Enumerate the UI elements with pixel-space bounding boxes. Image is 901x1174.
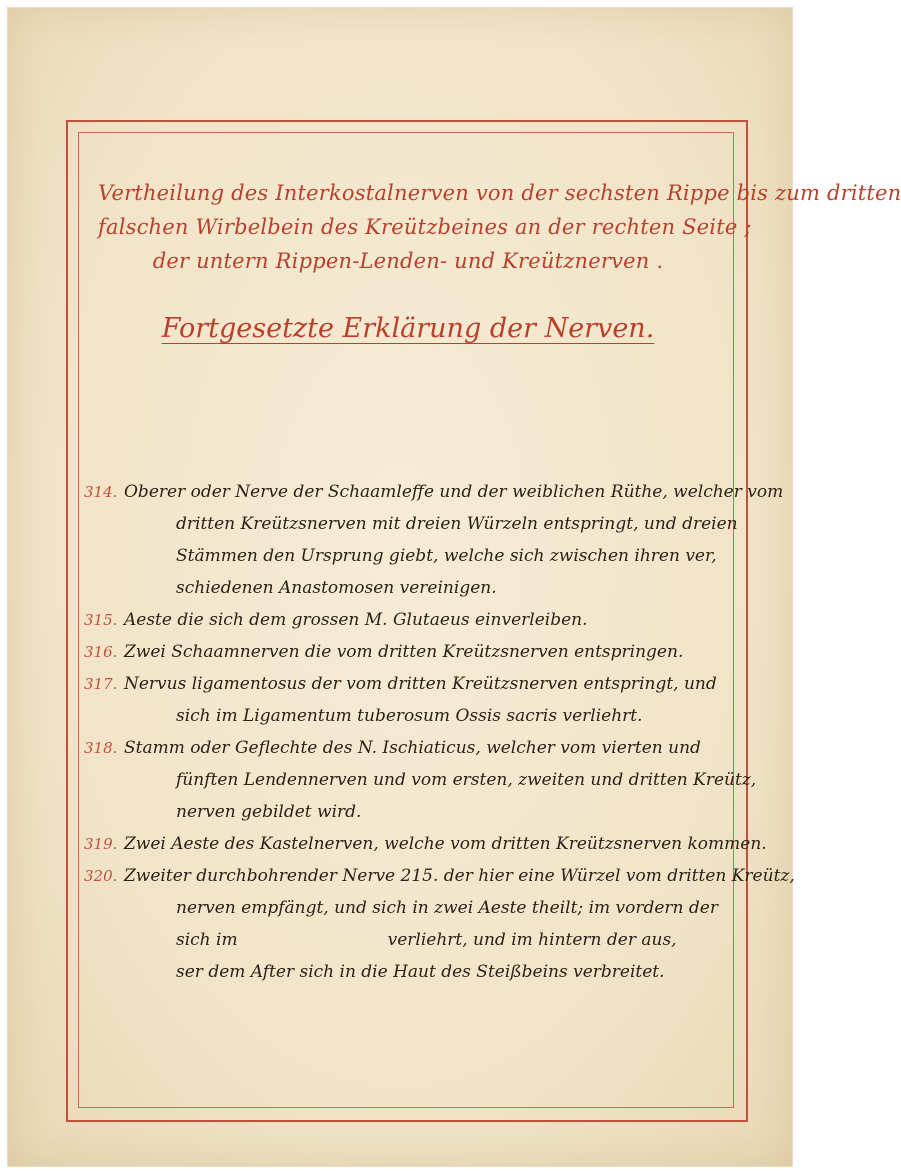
entry-line: Nervus ligamentosus der vom dritten Kreützsnerven entspringt, und bbox=[124, 674, 717, 694]
entry-314 bbox=[84, 476, 784, 604]
entry-number: 317. bbox=[84, 675, 118, 693]
entry-319 bbox=[84, 828, 767, 860]
title-line-1: Vertheilung des Interkostalnerven von der sechsten Rippe bis zum dritten bbox=[98, 181, 901, 205]
entry-line: Zwei Schaamnerven die vom dritten Kreützsnerven entspringen. bbox=[124, 642, 684, 662]
entry-line: Zwei Aeste des Kastelnerven, welche vom dritten Kreützsnerven kommen. bbox=[124, 834, 767, 854]
entry-number: 320. bbox=[84, 867, 118, 885]
section-subtitle: Fortgesetzte Erklärung der Nerven. bbox=[161, 313, 655, 344]
entry-line: Stamm oder Geflechte des N. Ischiaticus, welcher vom vierten und bbox=[124, 738, 701, 758]
entry-line: nerven empfängt, und sich in zwei Aeste theilt; im vordern der bbox=[176, 898, 718, 918]
entry-list bbox=[84, 476, 795, 988]
entry-318 bbox=[84, 732, 757, 828]
entry-line: ser dem After sich in die Haut des Steißbeins verbreitet. bbox=[176, 962, 665, 982]
entry-line: Aeste die sich dem grossen M. Glutaeus einverleiben. bbox=[124, 610, 588, 630]
entry-number: 318. bbox=[84, 739, 118, 757]
entry-320 bbox=[84, 860, 795, 988]
entry-number: 315. bbox=[84, 611, 118, 629]
entry-317 bbox=[84, 668, 724, 732]
entry-line-start: sich im bbox=[176, 930, 238, 950]
entry-line: Zweiter durchbohrender Nerve 215. der hier eine Würzel vom dritten Kreütz, bbox=[124, 866, 795, 886]
entry-number: 314. bbox=[84, 483, 118, 501]
entry-number: 316. bbox=[84, 643, 118, 661]
entry-number: 319. bbox=[84, 835, 118, 853]
entry-line-end: verliehrt, und im hintern der aus, bbox=[387, 930, 677, 950]
title-line-2: falschen Wirbelbein des Kreützbeines an der rechten Seite ; bbox=[98, 215, 752, 239]
entry-316 bbox=[84, 636, 724, 668]
entry-line: nerven gebildet wird. bbox=[176, 802, 362, 822]
entry-315 bbox=[84, 604, 724, 636]
title-block bbox=[98, 176, 901, 346]
title-line-3: der untern Rippen-Lenden- und Kreütznerven . bbox=[152, 249, 664, 273]
entry-line: Oberer oder Nerve der Schaamleffe und der weiblichen Rüthe, welcher vom bbox=[124, 482, 784, 502]
entry-line: Stämmen den Ursprung giebt, welche sich zwischen ihren ver, bbox=[176, 546, 717, 566]
entry-line: sich im Ligamentum tuberosum Ossis sacris verliehrt. bbox=[176, 706, 643, 726]
entry-line: fünften Lendennerven und vom ersten, zweiten und dritten Kreütz, bbox=[176, 770, 757, 790]
entry-line: dritten Kreützsnerven mit dreien Würzeln entspringt, und dreien bbox=[176, 514, 738, 534]
manuscript-page bbox=[8, 8, 901, 1166]
entry-line-with-gap bbox=[124, 924, 724, 956]
entry-line: schiedenen Anastomosen vereinigen. bbox=[176, 578, 497, 598]
